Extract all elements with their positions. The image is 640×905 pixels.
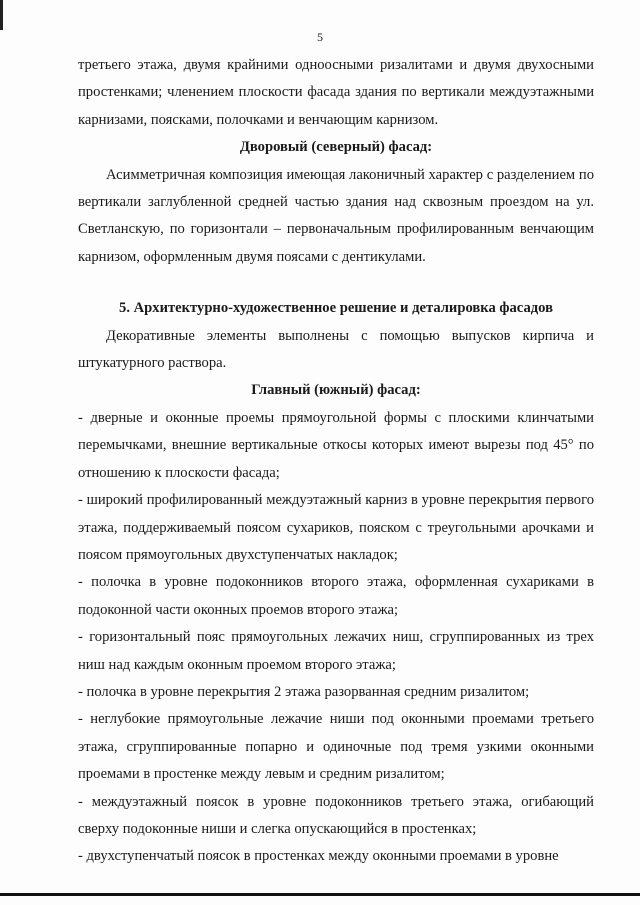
facade-list-item: - полочка в уровне перекрытия 2 этажа разорванная средним ризалитом; (78, 683, 530, 700)
page-number: 5 (317, 30, 323, 44)
courtyard-facade-paragraph: Асимметричная композиция имеющая лаконичный характер с разделением по вертикали заглубленной средней частью здания над сквозным проездом на ул. Светланскую, по горизонтали – первоначальным профилированным венчающим карнизом, оформленным двумя поясами с дентикулами. (78, 166, 594, 265)
facade-list-item: - двухступенчатый поясок в простенках между оконными проемами в уровне (78, 848, 559, 865)
facade-list-item: - дверные и оконные проемы прямоугольной формы с плоскими клинчатыми перемычками, внешние вертикальные откосы которых имеют вырезы под 45° по отношению к плоскости фасада; (78, 409, 594, 481)
bottom-scan-edge (0, 893, 640, 896)
facade-list-item: - полочка в уровне подоконников второго этажа, оформленная сухариками в подоконной части оконных проемов второго этажа; (78, 574, 594, 618)
courtyard-facade-heading: Дворовый (северный) фасад: (239, 139, 433, 156)
facade-list-item: - неглубокие прямоугольные лежачие ниши под оконными проемами третьего этажа, сгруппированные попарно и одиночные под тремя узкими оконными проемами в простенке между левым и средним ризалитом; (78, 711, 594, 783)
document-body (78, 52, 594, 871)
facade-list-item: - междуэтажный поясок в уровне подоконников третьего этажа, огибающий сверху подоконные ниши и слегка опускающийся в простенках; (78, 793, 594, 837)
decor-paragraph: Декоративные элементы выполнены с помощью выпусков кирпича и штукатурного раствора. (78, 327, 594, 372)
main-facade-heading: Главный (южный) фасад: (251, 382, 421, 399)
facade-list-item: - широкий профилированный междуэтажный карниз в уровне перекрытия первого этажа, поддерживаемый поясом сухариков, пояском с треугольными арочками и поясом прямоугольных двухступенчатых накладок; (78, 492, 594, 563)
section-5-heading: 5. Архитектурно-художественное решение и деталировка фасадов (119, 300, 553, 317)
section-spacer (78, 271, 594, 295)
facade-list-item: - горизонтальный пояс прямоугольных лежачих ниш, сгруппированных из трех ниш над каждым оконным проемом второго этажа; (78, 629, 594, 673)
intro-paragraph: третьего этажа, двумя крайними одноосными ризалитами и двумя двухосными простенками; членением плоскости фасада здания по вертикали междуэтажными карнизами, поясками, полочками и венчающим карнизом. (78, 57, 594, 128)
scan-edge-mark (0, 0, 3, 30)
